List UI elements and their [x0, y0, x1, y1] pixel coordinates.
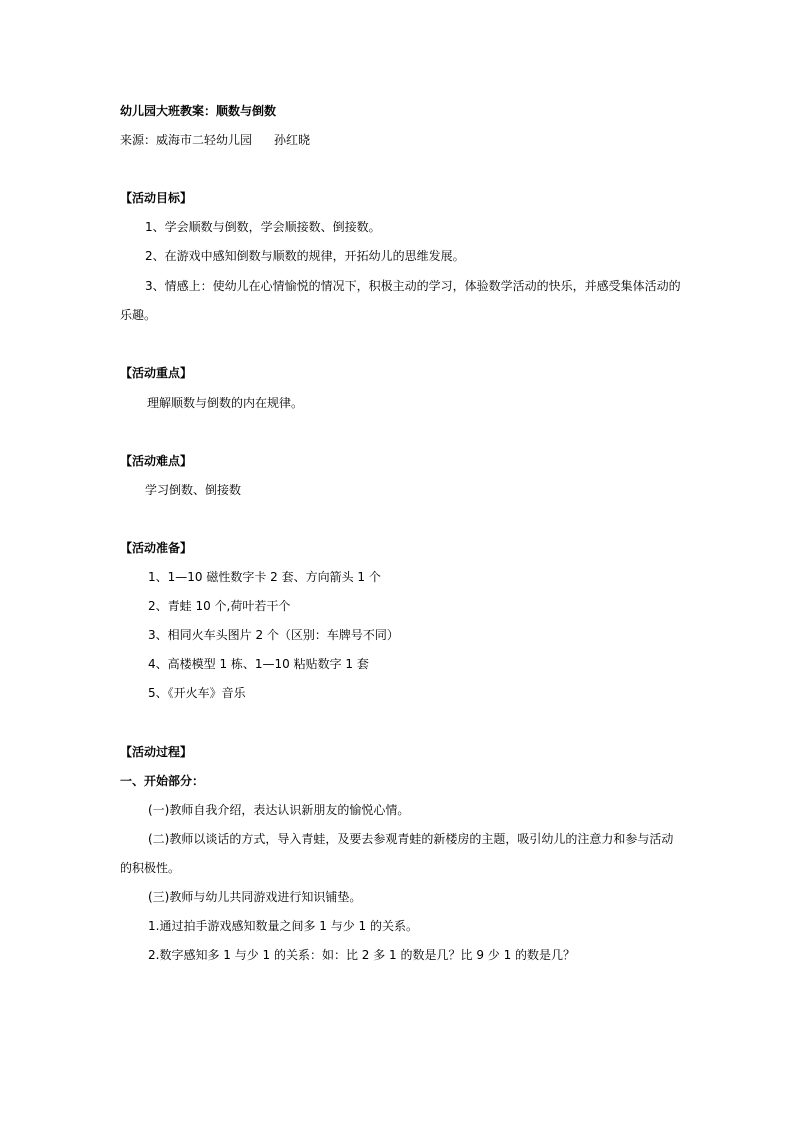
process-subitem: 1.通过拍手游戏感知数量之间多 1 与少 1 的关系。 — [148, 919, 418, 933]
preparation-item: 5、《开火车》音乐 — [148, 686, 246, 700]
difficulty-heading: 【活动难点】 — [120, 454, 193, 468]
process-paragraph: (三)教师与幼儿共同游戏进行知识铺垫。 — [148, 890, 362, 904]
preparation-item: 2、青蛙 10 个,荷叶若干个 — [148, 599, 291, 613]
difficulty-text: 学习倒数、倒接数 — [145, 483, 242, 497]
preparation-item: 4、高楼模型 1 栋、1—10 粘贴数字 1 套 — [148, 657, 369, 671]
goals-heading: 【活动目标】 — [120, 191, 193, 205]
preparation-item: 1、1—10 磁性数字卡 2 套、方向箭头 1 个 — [148, 570, 381, 584]
author-name: 孙红晓 — [274, 133, 311, 147]
preparation-item: 3、相同火车头图片 2 个（区别：车牌号不同） — [148, 628, 399, 642]
document-title: 幼儿园大班教案：顺数与倒数 — [120, 104, 277, 118]
process-heading: 【活动过程】 — [120, 745, 193, 759]
source-org: 威海市二轻幼儿园 — [156, 133, 253, 147]
goal-item: 2、在游戏中感知倒数与顺数的规律，开拓幼儿的思维发展。 — [145, 249, 465, 263]
process-paragraph: (一)教师自我介绍，表达认识新朋友的愉悦心情。 — [148, 803, 410, 817]
goal-item: 1、学会顺数与倒数，学会顺接数、倒接数。 — [145, 220, 381, 234]
process-subitem: 2.数字感知多 1 与少 1 的关系：如：比 2 多 1 的数是几？比 9 少 1 的数是几？ — [148, 948, 576, 962]
preparation-heading: 【活动准备】 — [120, 541, 193, 555]
goal-item: 3、情感上：使幼儿在心情愉悦的情况下，积极主动的学习，体验数学活动的快乐，并感受集体活动的 — [145, 279, 681, 293]
focus-heading: 【活动重点】 — [120, 366, 193, 380]
source-label: 来源： — [120, 133, 157, 147]
process-paragraph-continuation: 的积极性。 — [120, 861, 181, 875]
goal-item-continuation: 乐趣。 — [120, 308, 157, 322]
source-line — [120, 132, 310, 148]
process-paragraph: (二)教师以谈话的方式，导入青蛙，及要去参观青蛙的新楼房的主题，吸引幼儿的注意力和参与活动 — [148, 832, 674, 846]
focus-text: 理解顺数与倒数的内在规律。 — [147, 396, 304, 410]
process-part1-heading: 一、开始部分： — [120, 774, 205, 788]
